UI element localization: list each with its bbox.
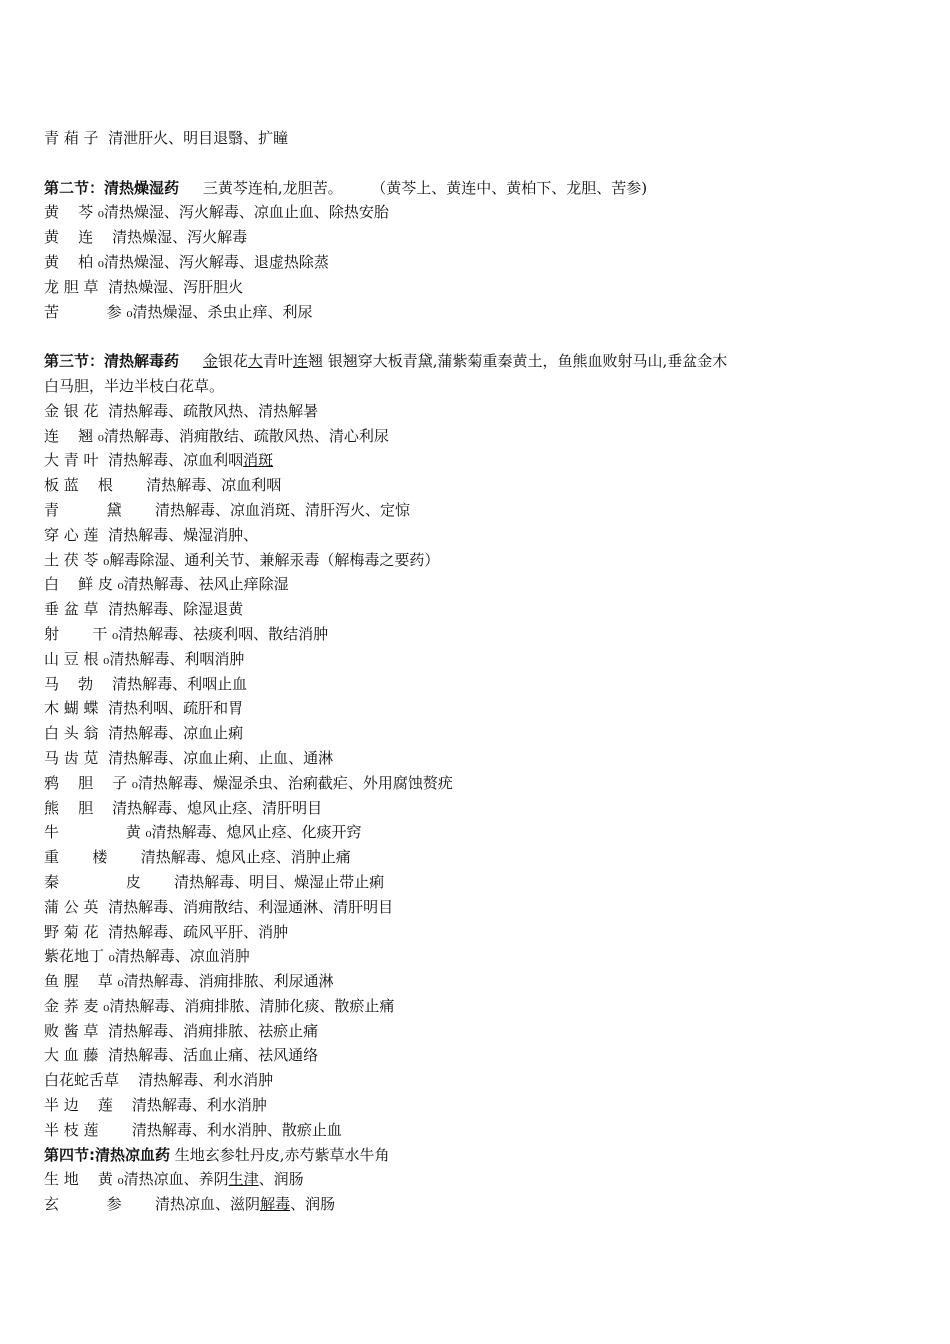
line-text: 紫花地丁 ₀清热解毒、凉血消肿	[44, 947, 250, 966]
line-text: 白花蛇舌草 清热解毒、利水消肿	[44, 1071, 274, 1090]
line-text: 大 青 叶 清热解毒、凉血利咽	[44, 451, 244, 470]
line-text: 大 血 藤 清热解毒、活血止痛、祛风通络	[44, 1046, 319, 1065]
herb-line	[44, 944, 914, 969]
herb-line	[44, 523, 914, 548]
underlined-text: 解毒	[260, 1195, 291, 1214]
line-text: 白 头 翁 清热解毒、凉血止痢	[44, 724, 244, 743]
herb-line	[44, 672, 914, 697]
mnemonic-part	[179, 352, 203, 370]
line-text: 秦 皮 清热解毒、明目、燥湿止带止痢	[44, 872, 385, 891]
herb-line	[44, 820, 914, 845]
line-text: 鸦 胆 子 ₀清热解毒、燥湿杀虫、治痢截疟、外用腐蚀赘疣	[44, 773, 453, 792]
line-text: 黄 柏 ₀清热燥湿、泻火解毒、退虚热除蒸	[44, 252, 329, 271]
line-text: 黄 芩 ₀清热燥湿、泻火解毒、凉血止血、除热安胎	[44, 203, 389, 222]
line-text: 、润肠	[258, 1170, 304, 1189]
mnemonic-part: 青叶	[262, 352, 293, 371]
line-text: 穿 心 莲 清热解毒、燥湿消肿、	[44, 525, 259, 544]
herb-line	[44, 1019, 914, 1044]
line-text: 、润肠	[290, 1195, 336, 1214]
line-text: 玄 参 清热凉血、滋阴	[44, 1195, 261, 1214]
line-text: 金 荞 麦 ₀清热解毒、消痈排脓、清肺化痰、散瘀止痛	[44, 996, 395, 1015]
line-text: 射 干 ₀清热解毒、祛痰利咽、散结消肿	[44, 624, 329, 643]
line-text: 野 菊 花 清热解毒、疏风平肝、消肿	[44, 922, 289, 941]
line-text: 青 葙 子 清泄肝火、明目退翳、扩瞳	[44, 129, 289, 147]
herb-line	[44, 473, 914, 498]
blank-line	[44, 324, 914, 349]
line-text: 蒲 公 英 清热解毒、消痈散结、利湿通淋、清肝明目	[44, 897, 394, 916]
herb-line	[44, 895, 914, 920]
line-text: 马 勃 清热解毒、利咽止血	[44, 674, 248, 693]
herb-line	[44, 225, 914, 250]
line-text: 牛 黄 ₀清热解毒、熄风止痉、化痰开窍	[44, 823, 362, 842]
line-text: 生 地 黄 ₀清热凉血、养阴	[44, 1170, 229, 1189]
document-page	[44, 126, 914, 1217]
line-text: 山 豆 根 ₀清热解毒、利咽消肿	[44, 649, 245, 668]
herb-line	[44, 994, 914, 1019]
herb-line	[44, 200, 914, 225]
section-heading	[44, 1143, 914, 1168]
herb-line	[44, 498, 914, 523]
line-text: 土 茯 苓 ₀解毒除湿、通利关节、兼解汞毒（解梅毒之要药）	[44, 550, 440, 569]
line-text: 败 酱 草 清热解毒、消痈排脓、祛瘀止痛	[44, 1021, 319, 1040]
line-text: 白马胆，半边半枝白花草。	[44, 376, 225, 395]
underlined-text: 消斑	[243, 451, 274, 470]
herb-line	[44, 920, 914, 945]
herb-line	[44, 771, 914, 796]
mnemonic-part: 翘 银翘穿大板青黛,蒲紫菊重秦黄土，鱼熊血败射马山,垂盆金木	[307, 352, 728, 371]
herb-line	[44, 597, 914, 622]
line-text: 板 蓝 根 清热解毒、凉血利咽	[44, 476, 282, 495]
herb-line	[44, 448, 914, 473]
herb-line	[44, 300, 914, 325]
section-title: 第三节：清热解毒药	[44, 352, 180, 371]
herb-line	[44, 870, 914, 895]
line-text: 苦 参 ₀清热燥湿、杀虫止痒、利尿	[44, 302, 313, 321]
herb-line	[44, 796, 914, 821]
herb-line	[44, 1192, 914, 1217]
mnemonic-underlined: 大	[247, 352, 263, 371]
line-text: 金 银 花 清热解毒、疏散风热、清热解暑	[44, 401, 319, 420]
line-text: 垂 盆 草 清热解毒、除湿退黄	[44, 600, 244, 619]
herb-line	[44, 622, 914, 647]
mnemonic-underlined: 连	[292, 352, 308, 371]
mnemonic-underlined: 金	[202, 352, 218, 371]
herb-line	[44, 1118, 914, 1143]
herb-line	[44, 126, 914, 151]
line-text: 鱼 腥 草 ₀清热解毒、消痈排脓、利尿通淋	[44, 972, 334, 991]
herb-line	[44, 696, 914, 721]
underlined-text: 生津	[228, 1170, 259, 1189]
line-text: 半 枝 莲 清热解毒、利水消肿、散瘀止血	[44, 1120, 342, 1139]
herb-line	[44, 721, 914, 746]
line-text: 龙 胆 草 清热燥湿、泻肝胆火	[44, 277, 244, 296]
section-mnemonic: 三黄芩连柏,龙胆苦。 （黄芩上、黄连中、黄柏下、龙胆、苦参)	[179, 178, 648, 197]
herb-line	[44, 1167, 914, 1192]
line-text: 马 齿 苋 清热解毒、凉血止痢、止血、通淋	[44, 748, 334, 767]
line-text: 重 楼 清热解毒、熄风止痉、消肿止痛	[44, 848, 351, 867]
herb-line	[44, 374, 914, 399]
herb-line	[44, 1068, 914, 1093]
herb-line	[44, 1043, 914, 1068]
herb-line	[44, 548, 914, 573]
section-title: 第四节:清热凉血药	[44, 1145, 170, 1164]
herb-line	[44, 845, 914, 870]
herb-line	[44, 647, 914, 672]
herb-line	[44, 424, 914, 449]
line-text: 青 黛 清热解毒、凉血消斑、清肝泻火、定惊	[44, 500, 411, 519]
line-text: 熊 胆 清热解毒、熄风止痉、清肝明目	[44, 798, 323, 817]
herb-line	[44, 275, 914, 300]
herb-line	[44, 250, 914, 275]
section-title: 第二节：清热燥湿药	[44, 178, 180, 197]
line-text: 木 蝴 蝶 清热利咽、疏肝和胃	[44, 699, 244, 718]
line-text: 半 边 莲 清热解毒、利水消肿	[44, 1096, 267, 1115]
herb-line	[44, 1093, 914, 1118]
line-text: 白 鲜 皮 ₀清热解毒、祛风止痒除湿	[44, 575, 289, 594]
herb-line	[44, 572, 914, 597]
blank-line	[44, 151, 914, 176]
section-heading	[44, 349, 914, 374]
section-heading	[44, 176, 914, 201]
line-text: 连 翘 ₀清热解毒、消痈散结、疏散风热、清心利尿	[44, 426, 389, 445]
line-text: 黄 连 清热燥湿、泻火解毒	[44, 228, 248, 247]
herb-line	[44, 746, 914, 771]
section-mnemonic: 生地玄参牡丹皮,赤芍紫草水牛角	[170, 1145, 390, 1164]
herb-line	[44, 969, 914, 994]
herb-line	[44, 399, 914, 424]
mnemonic-part: 银花	[217, 352, 248, 371]
